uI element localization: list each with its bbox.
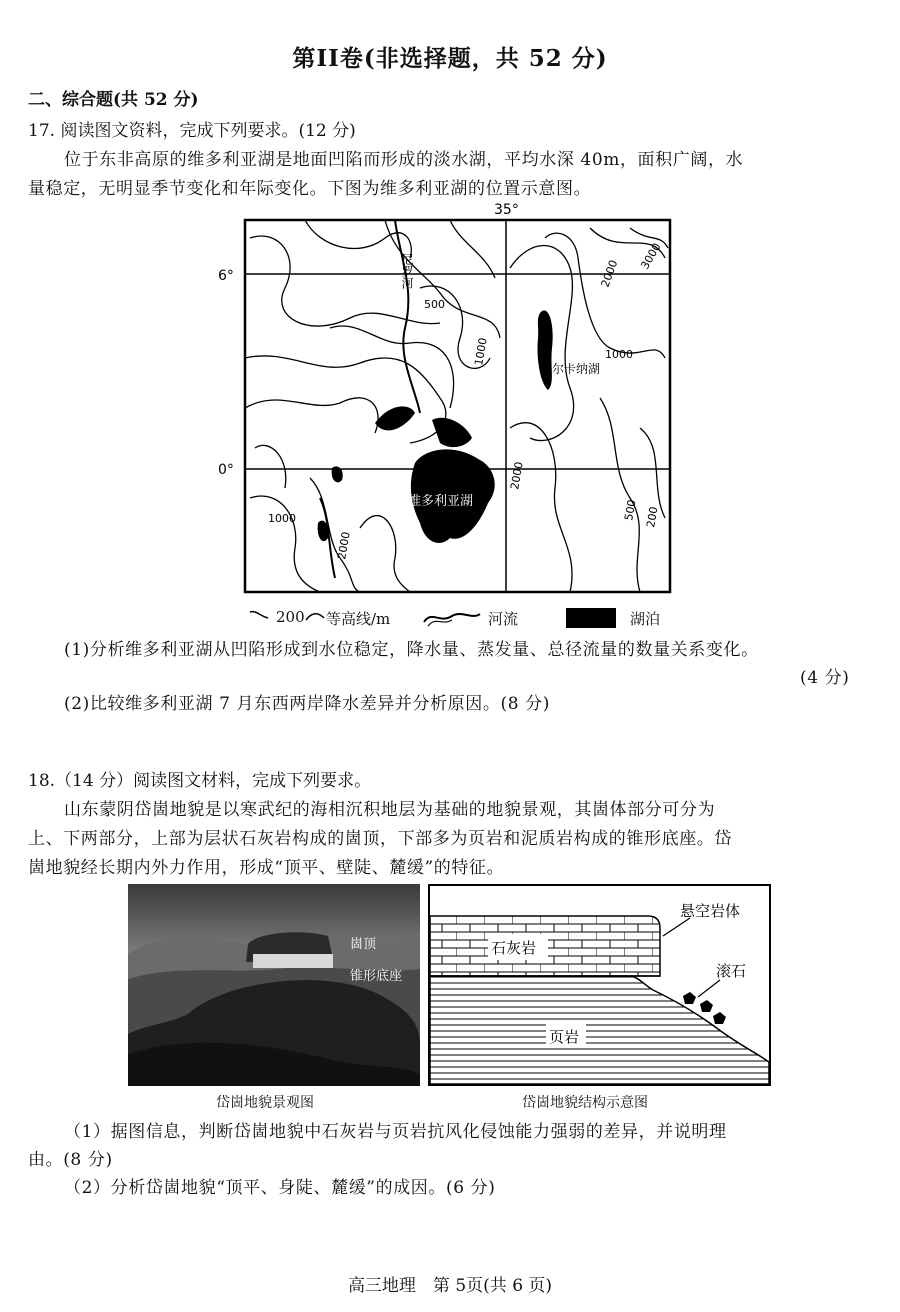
legend-contour-text: 等高线/m [326,610,391,628]
q17-sub2: (2)比较维多利亚湖 7 月东西两岸降水差异并分析原因。(8 分) [64,694,550,714]
q18-text-line2: 上、下两部分，上部为层状石灰岩构成的崮顶，下部多为页岩和泥质岩构成的锥形底座。岱 [28,829,732,849]
q17-stem: 17. 阅读图文资料，完成下列要求。(12 分) [28,121,356,141]
diagram-boulders-label: 滚石 [716,962,747,980]
q18-stem: 18.（14 分）阅读图文材料，完成下列要求。 [28,771,372,791]
part-heading: 二、综合题(共 52 分) [28,90,199,110]
lat-6-label: 6° [218,268,234,284]
photo-caption: 岱崮地貌景观图 [216,1095,314,1111]
contour-label-500-east: 500 [622,498,639,522]
lake-victoria-label: 维多利亚湖 [408,494,474,509]
q17-text-line2: 量稳定，无明显季节变化和年际变化。下图为维多利亚湖的位置示意图。 [28,179,592,199]
legend-river-symbol [422,608,482,628]
diagram-overhang-label: 悬空岩体 [680,902,741,920]
q18-text-line1: 山东蒙阴岱崮地貌是以寒武纪的海相沉积地层为基础的地貌景观，其崮体部分可分为 [64,800,716,820]
lat-0-label: 0° [218,462,234,478]
contour-label-200-east: 200 [644,505,661,529]
legend-contour-tick [304,610,326,626]
diagram-limestone-label: 石灰岩 [491,939,537,957]
legend-lake-symbol [566,608,616,628]
q17-sub1-score: (4 分) [800,668,850,688]
legend-contour-value: 200 [276,608,305,626]
contour-label-2000: 2000 [598,258,621,290]
q18-sub2: （2）分析岱崮地貌“顶平、身陡、麓缓”的成因。(6 分) [64,1178,496,1198]
contour-label-2000-center: 2000 [508,460,526,491]
q17-text-line1: 位于东非高原的维多利亚湖是地面凹陷而形成的淡水湖，平均水深 40m，面积广阔，水 [64,150,744,170]
contour-label-500: 500 [424,298,445,311]
section-title: 第II卷(非选择题，共 52 分) [292,45,608,72]
contour-label-1000-east: 1000 [605,348,633,361]
lon-35-label: 35° [494,202,519,218]
q17-sub1: (1)分析维多利亚湖从凹陷形成到水位稳定，降水量、蒸发量、总径流量的数量关系变化。 [64,640,759,660]
legend-contour-symbol [248,606,278,626]
victoria-lake-map [210,198,700,600]
photo-label-base: 锥形底座 [350,969,403,984]
contour-label-2000-west: 2000 [335,530,353,561]
contour-label-1000-west: 1000 [268,512,296,525]
daigu-structure-diagram [428,884,773,1086]
contour-label-1000: 1000 [472,336,490,367]
nile-label: 尼罗河 [400,253,414,289]
daigu-landscape-photo [128,884,420,1086]
q18-sub1-line1: （1）据图信息，判断岱崮地貌中石灰岩与页岩抗风化侵蚀能力强弱的差异，并说明理 [64,1122,727,1142]
page-footer: 高三地理 第 5页(共 6 页) [347,1276,553,1296]
photo-label-top: 崮顶 [350,937,377,952]
contour-label-3000: 3000 [638,240,664,272]
q18-sub1-line2: 由。(8 分) [28,1150,113,1170]
legend-river-text: 河流 [488,610,519,628]
lake-turkana-label: 图尔卡纳湖 [540,362,601,376]
q18-text-line3: 崮地貌经长期内外力作用，形成“顶平、壁陡、麓缓”的特征。 [28,858,505,878]
diagram-shale-label: 页岩 [549,1028,580,1046]
diagram-caption: 岱崮地貌结构示意图 [522,1095,648,1111]
legend-lake-text: 湖泊 [630,610,661,628]
